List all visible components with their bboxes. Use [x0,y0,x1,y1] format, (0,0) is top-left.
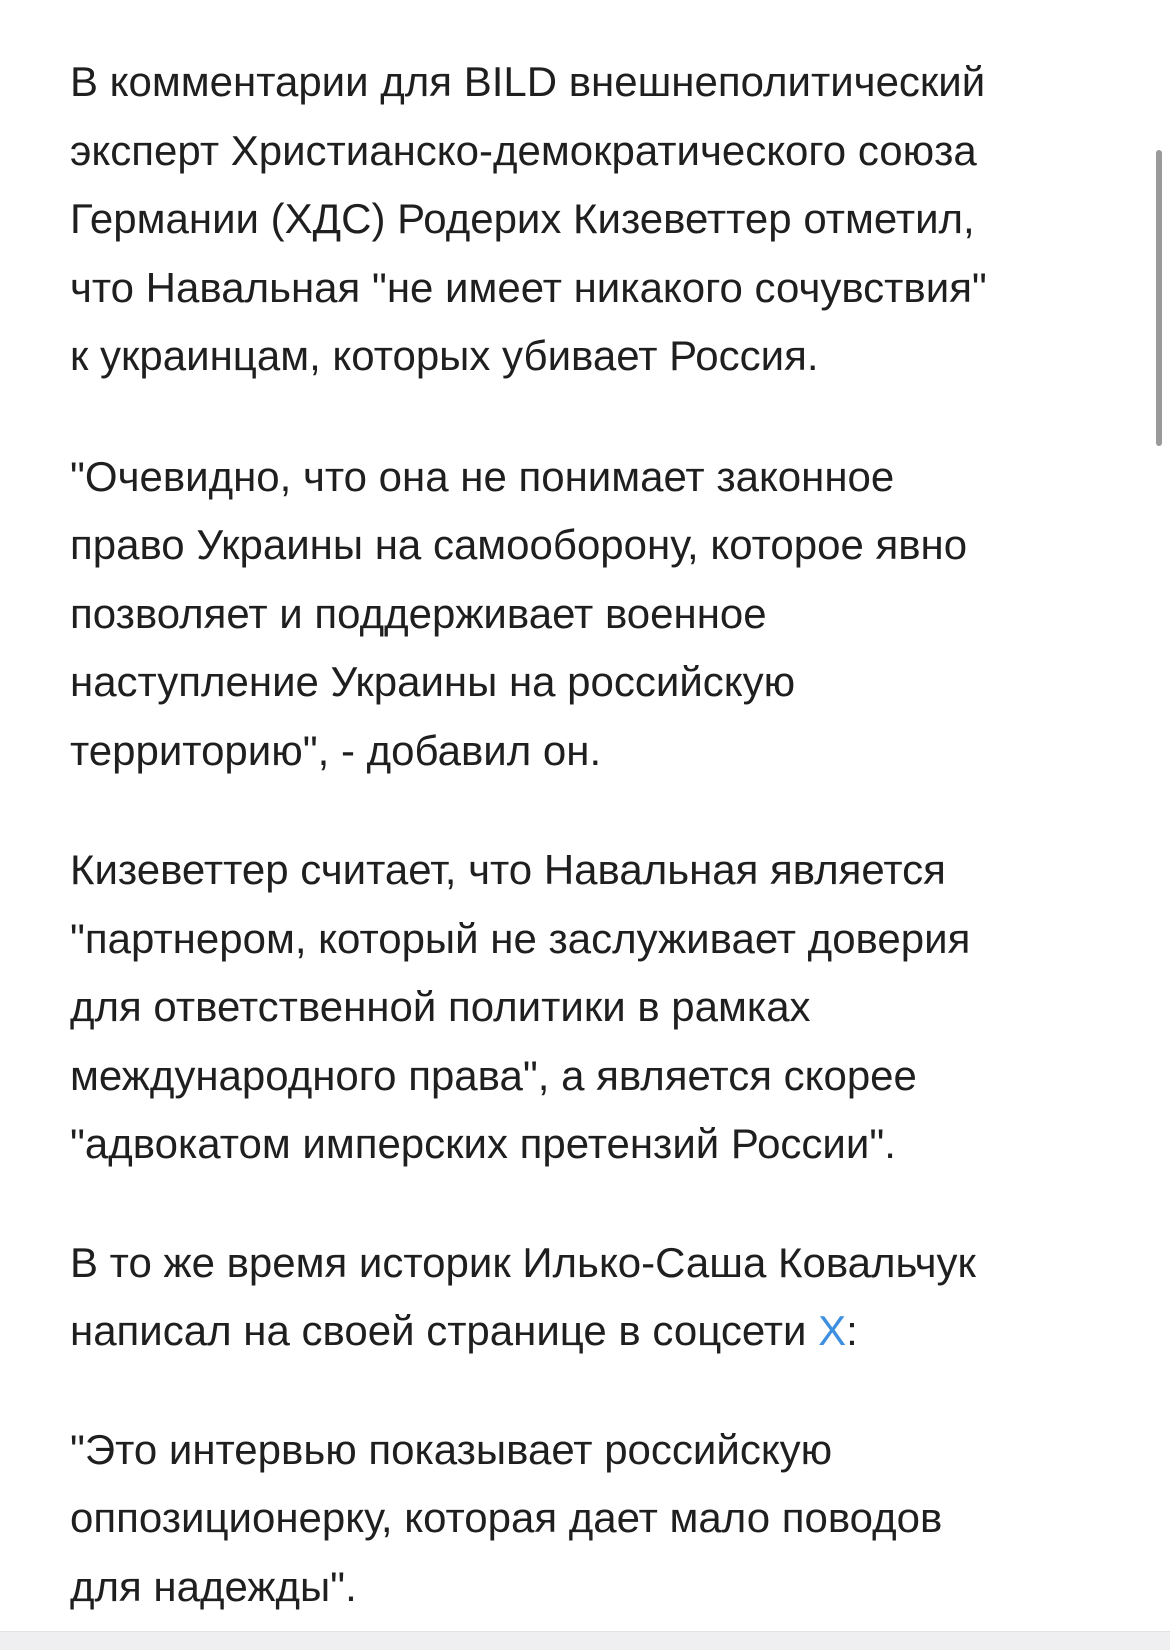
paragraph-line: В комментарии для BILD внешнеполитический [70,58,986,105]
paragraph-line: международного права", а является скорее [70,1051,917,1099]
paragraph-line-text: написал на своей странице в соцсети [70,1307,819,1354]
paragraph-line: для надежды". [70,1562,357,1610]
paragraph-line: позволяет и поддерживает военное [70,589,767,637]
article-paragraph [70,48,1100,391]
x-social-link[interactable]: X [818,1307,847,1354]
article-paragraph [70,443,1100,786]
paragraph-line: Кизеветтер считает, что Навальная является [70,846,946,893]
paragraph-line: Германии (ХДС) Родерих Кизеветтер отметил, [70,195,975,242]
paragraph-line: эксперт Христианско-демократического союза [70,126,977,174]
article-paragraph [70,1229,1100,1366]
paragraph-line: к украинцам, которых убивает Россия. [70,332,819,379]
paragraph-line: "партнером, который не заслуживает доверия [70,914,971,962]
article-body [70,48,1100,1621]
colon-text: : [846,1307,858,1354]
paragraph-line-with-link [70,1297,1100,1366]
paragraph-line: для ответственной политики в рамках [70,983,811,1030]
paragraph-line: территорию", - добавил он. [70,726,602,774]
vertical-scrollbar[interactable] [1156,150,1162,446]
paragraph-line: "Очевидно, что она не понимает законное [70,452,895,500]
paragraph-line: В то же время историк Илько-Саша Ковальчук [70,1238,976,1286]
bottom-toolbar-edge [0,1631,1170,1650]
paragraph-line: право Украины на самооборону, которое явно [70,521,968,568]
paragraph-line: оппозиционерку, которая дает мало поводов [70,1494,943,1541]
article-paragraph [70,836,1100,1179]
paragraph-line: что Навальная "не имеет никакого сочувствия" [70,263,987,311]
paragraph-line: наступление Украины на российскую [70,658,796,705]
article-paragraph [70,1416,1100,1622]
paragraph-line: "Это интервью показывает российскую [70,1425,833,1473]
paragraph-line: "адвокатом имперских претензий России". [70,1120,896,1167]
